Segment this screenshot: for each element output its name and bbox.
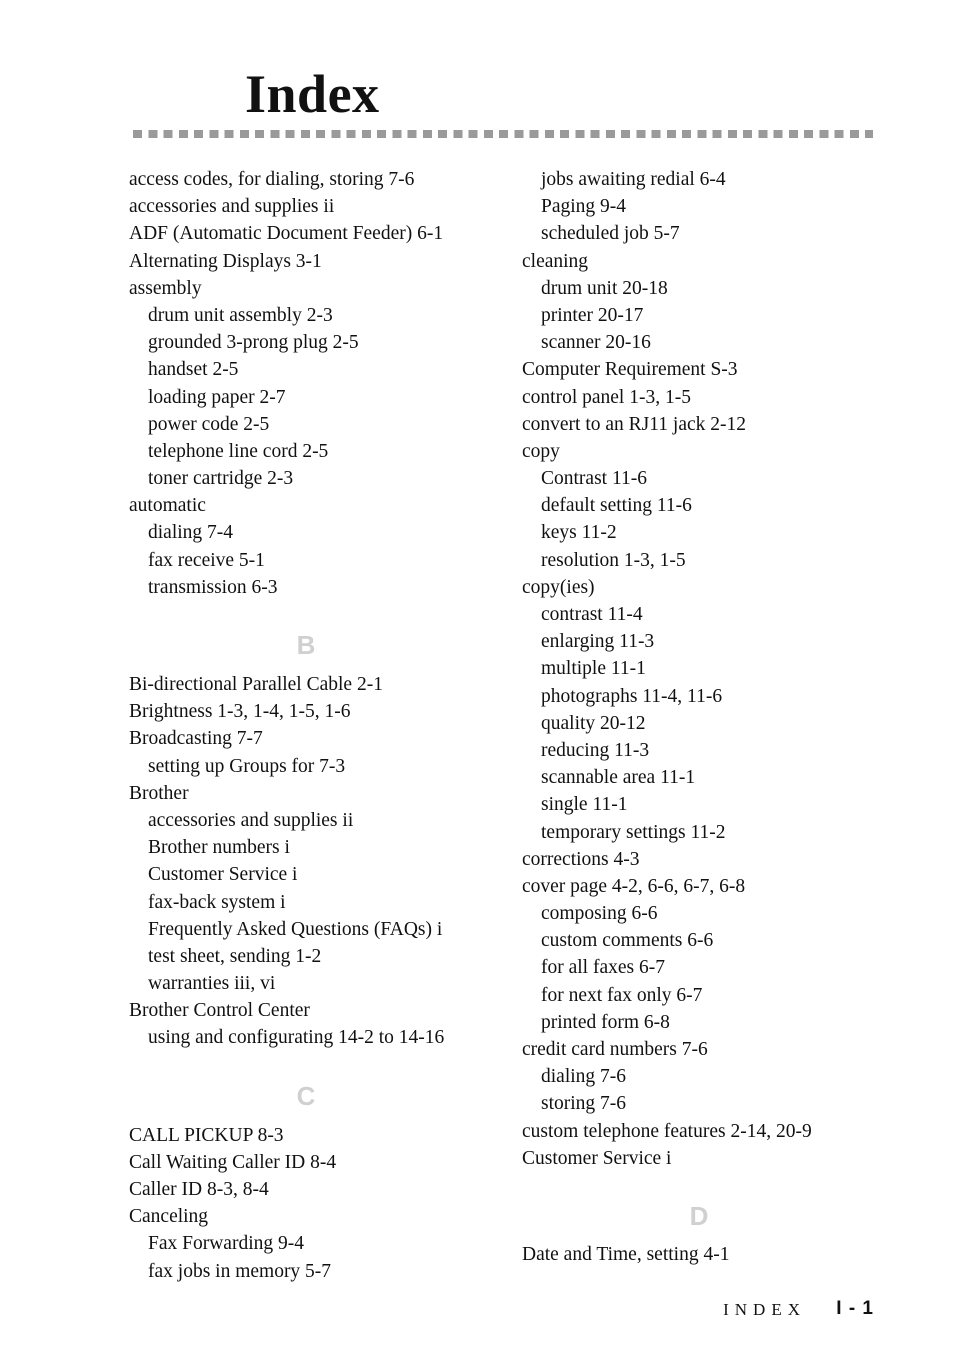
index-subentry: scheduled job 5-7	[541, 223, 680, 245]
index-subentry: accessories and supplies ii	[148, 809, 354, 831]
index-entry: convert to an RJ11 jack 2-12	[522, 413, 747, 435]
index-subentry: Frequently Asked Questions (FAQs) i	[148, 918, 443, 940]
index-subentry: grounded 3-prong plug 2-5	[148, 332, 359, 354]
index-subentry: default setting 11-6	[541, 495, 692, 517]
index-entry: control panel 1-3, 1-5	[522, 386, 691, 408]
index-subentry: printer 20-17	[541, 304, 644, 326]
index-subentry: fax-back system i	[148, 891, 286, 913]
footer-section-label: INDEX	[723, 1300, 806, 1319]
index-entry: Alternating Displays 3-1	[129, 250, 322, 272]
page-footer	[0, 1298, 954, 1322]
index-entry: Computer Requirement S-3	[522, 359, 738, 381]
page-title: Index	[245, 64, 380, 124]
index-entry: copy(ies)	[522, 576, 595, 598]
index-entry: corrections 4-3	[522, 848, 640, 870]
index-subentry: photographs 11-4, 11-6	[541, 685, 723, 707]
index-subentry: custom comments 6-6	[541, 930, 714, 952]
index-subentry: handset 2-5	[148, 359, 239, 381]
section-letter: C	[296, 1080, 316, 1111]
index-subentry: using and configurating 14-2 to 14-16	[148, 1027, 445, 1049]
index-entry: accessories and supplies ii	[129, 196, 335, 218]
index-subentry: jobs awaiting redial 6-4	[541, 169, 726, 190]
index-subentry: setting up Groups for 7-3	[148, 755, 346, 777]
index-subentry: quality 20-12	[541, 712, 646, 734]
index-entry: Call Waiting Caller ID 8-4	[129, 1151, 337, 1173]
index-entry: assembly	[129, 277, 202, 299]
index-subentry: reducing 11-3	[541, 739, 650, 761]
index-column-right	[522, 166, 902, 1268]
index-subentry: keys 11-2	[541, 522, 617, 544]
section-letter: D	[689, 1200, 709, 1231]
index-subentry: drum unit assembly 2-3	[148, 304, 333, 326]
index-subentry: contrast 11-4	[541, 604, 643, 625]
index-subentry: fax receive 5-1	[148, 549, 265, 571]
index-entry: Brightness 1-3, 1-4, 1-5, 1-6	[129, 701, 351, 723]
index-subentry: for all faxes 6-7	[541, 957, 665, 979]
index-subentry: scannable area 11-1	[541, 767, 696, 789]
index-entry: Caller ID 8-3, 8-4	[129, 1179, 269, 1200]
index-subentry: transmission 6-3	[148, 576, 278, 598]
index-subentry: dialing 7-6	[541, 1066, 627, 1088]
index-entry: Canceling	[129, 1206, 209, 1228]
index-entry: cleaning	[522, 250, 589, 272]
index-subentry: Brother numbers i	[148, 837, 290, 859]
index-entry: Customer Service i	[522, 1147, 672, 1169]
index-subentry: temporary settings 11-2	[541, 821, 726, 843]
index-entry: Broadcasting 7-7	[129, 728, 263, 750]
section-letter: B	[296, 630, 316, 660]
index-subentry: telephone line cord 2-5	[148, 440, 329, 462]
footer-page-number: I - 1	[836, 1298, 874, 1319]
index-subentry: test sheet, sending 1-2	[148, 945, 322, 967]
index-entry: Brother Control Center	[129, 1000, 310, 1022]
index-entry: Bi-directional Parallel Cable 2-1	[129, 674, 383, 695]
index-subentry: resolution 1-3, 1-5	[541, 549, 686, 571]
index-subentry: storing 7-6	[541, 1093, 627, 1115]
index-entry: CALL PICKUP 8-3	[129, 1124, 284, 1146]
index-subentry: enlarging 11-3	[541, 631, 655, 653]
index-subentry: scanner 20-16	[541, 332, 651, 354]
index-subentry: drum unit 20-18	[541, 277, 668, 299]
index-subentry: fax jobs in memory 5-7	[148, 1260, 332, 1282]
index-subentry: multiple 11-1	[541, 658, 646, 680]
index-entry: credit card numbers 7-6	[522, 1039, 708, 1060]
title-dotted-rule	[133, 130, 873, 138]
index-subentry: Paging 9-4	[541, 196, 627, 218]
index-entry: cover page 4-2, 6-6, 6-7, 6-8	[522, 875, 746, 897]
index-subentry: single 11-1	[541, 794, 628, 816]
index-entry: automatic	[129, 495, 206, 517]
index-subentry: power code 2-5	[148, 413, 270, 435]
index-subentry: toner cartridge 2-3	[148, 468, 294, 490]
index-subentry: for next fax only 6-7	[541, 984, 703, 1006]
index-subentry: printed form 6-8	[541, 1011, 670, 1033]
index-subentry: composing 6-6	[541, 903, 658, 925]
index-entry: copy	[522, 440, 560, 462]
index-entry: Date and Time, setting 4-1	[522, 1243, 730, 1265]
index-entry: access codes, for dialing, storing 7-6	[129, 169, 415, 190]
index-entry: custom telephone features 2-14, 20-9	[522, 1120, 812, 1142]
index-subentry: dialing 7-4	[148, 522, 234, 544]
index-subentry: Customer Service i	[148, 864, 298, 886]
index-column-left	[129, 166, 509, 1285]
index-entry: Brother	[129, 782, 189, 804]
index-subentry: Contrast 11-6	[541, 468, 647, 490]
index-entry: ADF (Automatic Document Feeder) 6-1	[129, 223, 444, 245]
index-subentry: loading paper 2-7	[148, 386, 286, 408]
index-subentry: Fax Forwarding 9-4	[148, 1233, 304, 1255]
index-subentry: warranties iii, vi	[148, 973, 276, 995]
